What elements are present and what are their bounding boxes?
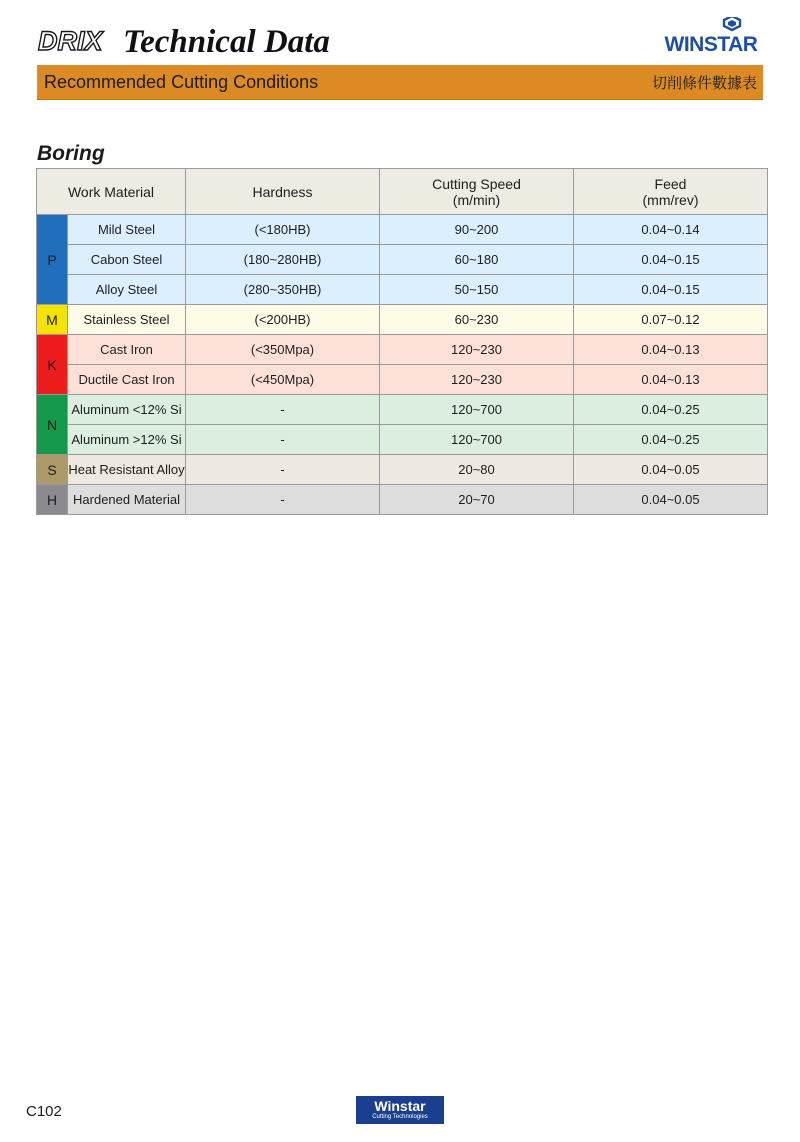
- band-subtitle: 切削條件數據表: [651, 74, 757, 92]
- group-code-s: S: [37, 455, 68, 485]
- table-row: [37, 485, 768, 515]
- material-cell: Ductile Cast Iron: [68, 365, 186, 395]
- footer-logo: [356, 1096, 444, 1124]
- feed-cell: 0.04~0.05: [574, 455, 768, 485]
- speed-cell: 50~150: [380, 275, 574, 305]
- hardness-cell: -: [186, 395, 380, 425]
- group-code-p: P: [37, 215, 68, 305]
- feed-cell: 0.04~0.14: [574, 215, 768, 245]
- header-hardness: Hardness: [186, 169, 380, 215]
- footer-logo-tagline: Cutting Technologies: [372, 1114, 428, 1120]
- speed-cell: 60~230: [380, 305, 574, 335]
- group-code-n: N: [37, 395, 68, 455]
- footer-logo-name: Winstar: [374, 1098, 426, 1114]
- feed-cell: 0.04~0.25: [574, 395, 768, 425]
- band-title: Recommended Cutting Conditions: [44, 72, 319, 92]
- material-cell: Hardened Material: [68, 485, 186, 515]
- speed-cell: 90~200: [380, 215, 574, 245]
- feed-cell: 0.04~0.05: [574, 485, 768, 515]
- winstar-logo: [658, 17, 764, 57]
- group-code-h: H: [37, 485, 68, 515]
- speed-cell: 20~70: [380, 485, 574, 515]
- material-cell: Cabon Steel: [68, 245, 186, 275]
- speed-cell: 20~80: [380, 455, 574, 485]
- table-row: [37, 455, 768, 485]
- hardness-cell: (180~280HB): [186, 245, 380, 275]
- material-cell: Cast Iron: [68, 335, 186, 365]
- header-cutting-speed-unit: (m/min): [452, 191, 501, 208]
- table-row: [37, 395, 768, 425]
- header-cutting-speed-label: Cutting Speed: [432, 175, 521, 192]
- header-work-material: Work Material: [37, 169, 186, 215]
- header-feed-label: Feed: [654, 175, 687, 192]
- cutting-conditions-table-wrap: [36, 168, 768, 515]
- group-code-k: K: [37, 335, 68, 395]
- speed-cell: 120~700: [380, 425, 574, 455]
- hardness-cell: (<180HB): [186, 215, 380, 245]
- hardness-cell: (<350Mpa): [186, 335, 380, 365]
- material-cell: Alloy Steel: [68, 275, 186, 305]
- hardness-cell: (<200HB): [186, 305, 380, 335]
- section-title: Boring: [37, 142, 105, 165]
- table-row: [37, 305, 768, 335]
- speed-cell: 120~700: [380, 395, 574, 425]
- material-cell: Mild Steel: [68, 215, 186, 245]
- feed-cell: 0.04~0.25: [574, 425, 768, 455]
- winstar-wordmark: WINSTAR: [664, 33, 758, 56]
- feed-cell: 0.04~0.13: [574, 335, 768, 365]
- table-row: [37, 275, 768, 305]
- material-cell: Stainless Steel: [68, 305, 186, 335]
- speed-cell: 60~180: [380, 245, 574, 275]
- group-code-m: M: [37, 305, 68, 335]
- table-row: [37, 215, 768, 245]
- table-row: [37, 365, 768, 395]
- feed-cell: 0.07~0.12: [574, 305, 768, 335]
- table-row: [37, 335, 768, 365]
- hardness-cell: -: [186, 425, 380, 455]
- table-header-row: [37, 169, 768, 215]
- header-feed-unit: (mm/rev): [642, 191, 699, 208]
- hardness-cell: -: [186, 455, 380, 485]
- header-band: [37, 65, 763, 100]
- table-row: [37, 425, 768, 455]
- cutting-conditions-table: [36, 168, 768, 515]
- feed-cell: 0.04~0.13: [574, 365, 768, 395]
- hardness-cell: -: [186, 485, 380, 515]
- feed-cell: 0.04~0.15: [574, 245, 768, 275]
- header-cutting-speed: [380, 169, 574, 215]
- speed-cell: 120~230: [380, 335, 574, 365]
- hardness-cell: (<450Mpa): [186, 365, 380, 395]
- page-number: C102: [26, 1103, 62, 1120]
- hardness-cell: (280~350HB): [186, 275, 380, 305]
- material-cell: Aluminum >12% Si: [68, 425, 186, 455]
- material-cell: Aluminum <12% Si: [68, 395, 186, 425]
- material-cell: Heat Resistant Alloy: [68, 455, 186, 485]
- table-row: [37, 245, 768, 275]
- feed-cell: 0.04~0.15: [574, 275, 768, 305]
- speed-cell: 120~230: [380, 365, 574, 395]
- drix-logo: DRIX: [38, 26, 103, 56]
- header-feed: [574, 169, 768, 215]
- page-title: Technical Data: [123, 24, 330, 60]
